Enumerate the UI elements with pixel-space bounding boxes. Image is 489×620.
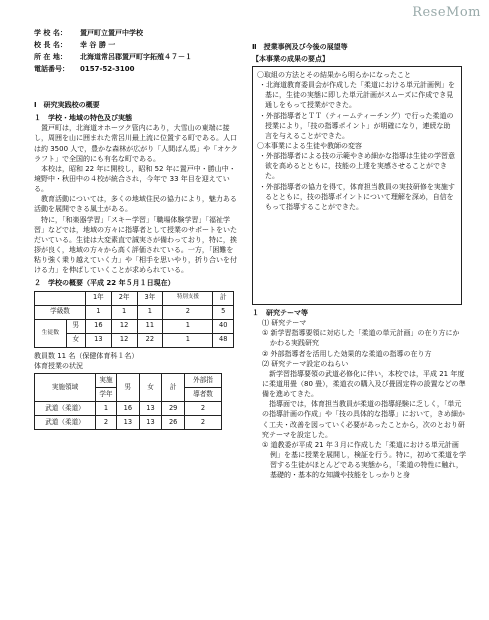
subsection-heading: １ 研究テーマ等 — [252, 309, 308, 317]
box-bullet: ・北海道教育委員会が作成した「柔道における単元計画例」を基に，生徒の実態に即した単元計画がスムーズに作成でき見通しをもって授業ができた。 — [259, 81, 455, 110]
paragraph: 本校は，昭和 22 年に開校し，昭和 52 年に置戸中・勝山中・境野中・秋田中の４校が統合され，今年で 33 年目を迎えている。 — [34, 164, 236, 194]
table-cell: 16 — [117, 401, 140, 415]
paragraph: 特に，「和楽器学習」「スキー学習」「職場体験学習」「福祉学習」などでは，地域の方々に指導者として授業のサポートをいただいている。生徒は大変素直で誠実さが備わっており，特に，挨拶が良く，地域の方々から高く評価されている。一方，「困難を粘り強く乗り越えていく力」や「相手を思いやり，折り合いを付ける力」を伸ばしていくことが求められている。 — [34, 215, 237, 275]
table-header: 実施 — [96, 373, 117, 387]
table-row — [35, 305, 234, 319]
table-cell: 2 — [163, 305, 213, 319]
info-key: 学 校 名： — [34, 29, 67, 37]
paragraph: 教育活動については，多くの地域住民の協力により，魅力ある活動を展開できる風土がある。 — [34, 195, 237, 214]
table-cell: 1 — [111, 305, 137, 319]
table-cell: 5 — [213, 305, 234, 319]
row-sublabel: 女 — [66, 333, 85, 347]
key-results-box — [252, 66, 462, 305]
info-value: 幸 谷 勝 一 — [80, 41, 116, 49]
item-heading: ⑴ 研究テーマ — [262, 319, 307, 328]
box-heading: 〇取組の方法とその結果から明らかになったこと — [257, 71, 411, 79]
section-heading: Ⅱ 授業事例及び今後の展望等 — [252, 43, 348, 51]
table-header: 計 — [213, 291, 234, 305]
table-cell: 26 — [162, 415, 185, 429]
theme-item: ② 外部指導者を活用した効果的な柔道の指導の在り方 — [262, 349, 432, 358]
table-header: 特別支援 — [163, 291, 213, 305]
table-header: 男 — [117, 373, 140, 401]
info-key: 電話番号： — [34, 65, 69, 73]
table-header: 学年 — [96, 387, 117, 401]
info-row — [34, 40, 239, 52]
table-cell: 48 — [213, 333, 234, 347]
table-row — [35, 415, 222, 429]
table-header: 女 — [139, 373, 162, 401]
school-overview-table — [34, 291, 234, 348]
table-cell — [35, 291, 86, 305]
research-section — [252, 308, 466, 480]
subsection-heading: ２ 学校の概要（平成 22 年５月１日現在） — [34, 279, 175, 288]
table-cell: 1 — [86, 305, 112, 319]
row-label: 学級数 — [35, 305, 86, 319]
info-row — [34, 28, 239, 40]
table-cell: 12 — [111, 333, 137, 347]
table-header: 3年 — [137, 291, 163, 305]
table-cell: 2 — [185, 401, 222, 415]
subsection-heading: １ 学校・地域の特色及び実態 — [34, 114, 132, 123]
paragraph: 置戸町は，北海道オホーツク管内にあり，大雪山の東端に接し，周囲を山に囲まれた常呂川最上流に位置する町である。人口は約 3500 人で，豊かな森林が広がり「人間ばん馬」や「オケクラフト」で全国的にも有名な町である。 — [34, 124, 238, 163]
table-cell: 11 — [137, 319, 163, 333]
table-row — [35, 401, 222, 415]
table-cell: 13 — [139, 415, 162, 429]
table-header: 導者数 — [185, 387, 222, 401]
table-cell: 1 — [163, 319, 213, 333]
table-header: 2年 — [111, 291, 137, 305]
table-cell: 2 — [96, 415, 117, 429]
row-sublabel: 男 — [66, 319, 85, 333]
paragraph: ① 道教委が平成 21 年３月に作成した「柔道における単元計画例」を基に授業を展開し，検証を行う。特に，初めて柔道を学習する生徒がほとんどである実態から，「柔道の特性に触れ，基礎的・基本的な知識や技能をしっかりと身 — [262, 440, 466, 480]
table-header: 実施領域 — [35, 373, 96, 401]
left-column — [34, 100, 239, 430]
table-title: 体育授業の状況 — [34, 361, 83, 370]
info-key: 所 在 地： — [34, 53, 67, 61]
table-cell: 1 — [96, 401, 117, 415]
table-cell: 1 — [137, 305, 163, 319]
item-heading: ⑵ 研究テーマ設定のねらい — [262, 359, 349, 368]
box-bullet: ・外部指導者による技の示範やきめ細かな指導は生徒の学習意欲を高めるとともに，技能の上達を実感させることができた。 — [259, 152, 455, 181]
table-cell: 武道（柔道） — [35, 401, 96, 415]
table-cell: 13 — [86, 333, 112, 347]
paragraph: 指導面では，体育担当教員が柔道の指導経験に乏しく，「単元の指導計画の作成」や「技の具体的な指導」において，きめ細かく工夫・改善を図っていく必要があったことから，次のとおり研究テーマを設定した。 — [262, 400, 465, 439]
theme-item: ① 新学習指導要領に対応した「柔道の単元計画」の在り方にかかわる実践研究 — [262, 329, 460, 348]
table-cell: 16 — [86, 319, 112, 333]
pe-class-table — [34, 373, 222, 430]
table-row — [35, 373, 222, 387]
box-heading: 〇本事業による生徒や教師の変容 — [257, 141, 362, 150]
box-title: 【本事業の成果の要点】 — [252, 55, 329, 63]
table-header: 1年 — [86, 291, 112, 305]
table-cell: 武道（柔道） — [35, 415, 96, 429]
info-row — [34, 64, 239, 76]
resemom-logo: ReseMom — [412, 5, 481, 20]
table-cell: 22 — [137, 333, 163, 347]
table-row — [35, 319, 234, 333]
section-heading: Ⅰ 研究実践校の概要 — [34, 101, 100, 109]
table-header: 外部指 — [185, 373, 222, 387]
staff-count: 教員数 11 名（保健体育科１名） — [34, 351, 139, 360]
table-cell: 12 — [111, 319, 137, 333]
info-value: 置戸町立置戸中学校 — [80, 29, 143, 37]
table-header: 計 — [162, 373, 185, 401]
table-row — [35, 291, 234, 305]
table-cell: 29 — [162, 401, 185, 415]
info-key: 校 長 名： — [34, 41, 67, 49]
info-row — [34, 52, 239, 64]
info-value: 0157-52-3100 — [80, 65, 135, 73]
box-bullet: ・外部指導者の協力を得て，体育担当教員の実技研修を実施するとともに，技の指導ポイントについて理解を深め，自信をもって指導することができた。 — [259, 182, 455, 211]
row-label: 生徒数 — [35, 319, 67, 347]
table-cell: 13 — [117, 415, 140, 429]
table-cell: 40 — [213, 319, 234, 333]
info-value: 北海道常呂郡置戸町字拓殖４７－１ — [80, 53, 192, 61]
table-cell: 1 — [163, 333, 213, 347]
paragraph: 新学習指導要領の武道必修化に伴い，本校では，平成 21 年度に柔道用畳（80 畳），柔道衣の購入及び畳固定枠の設置などの準備を進めてきた。 — [262, 369, 466, 399]
table-cell: 2 — [185, 415, 222, 429]
box-bullet: ・外部指導者とＴＴ（ティームティーチング）で行った柔道の授業により，「技の指導ポイント」が明確になり，連続な助言を与えることができた。 — [259, 111, 454, 140]
school-info — [34, 28, 239, 76]
table-cell: 13 — [139, 401, 162, 415]
